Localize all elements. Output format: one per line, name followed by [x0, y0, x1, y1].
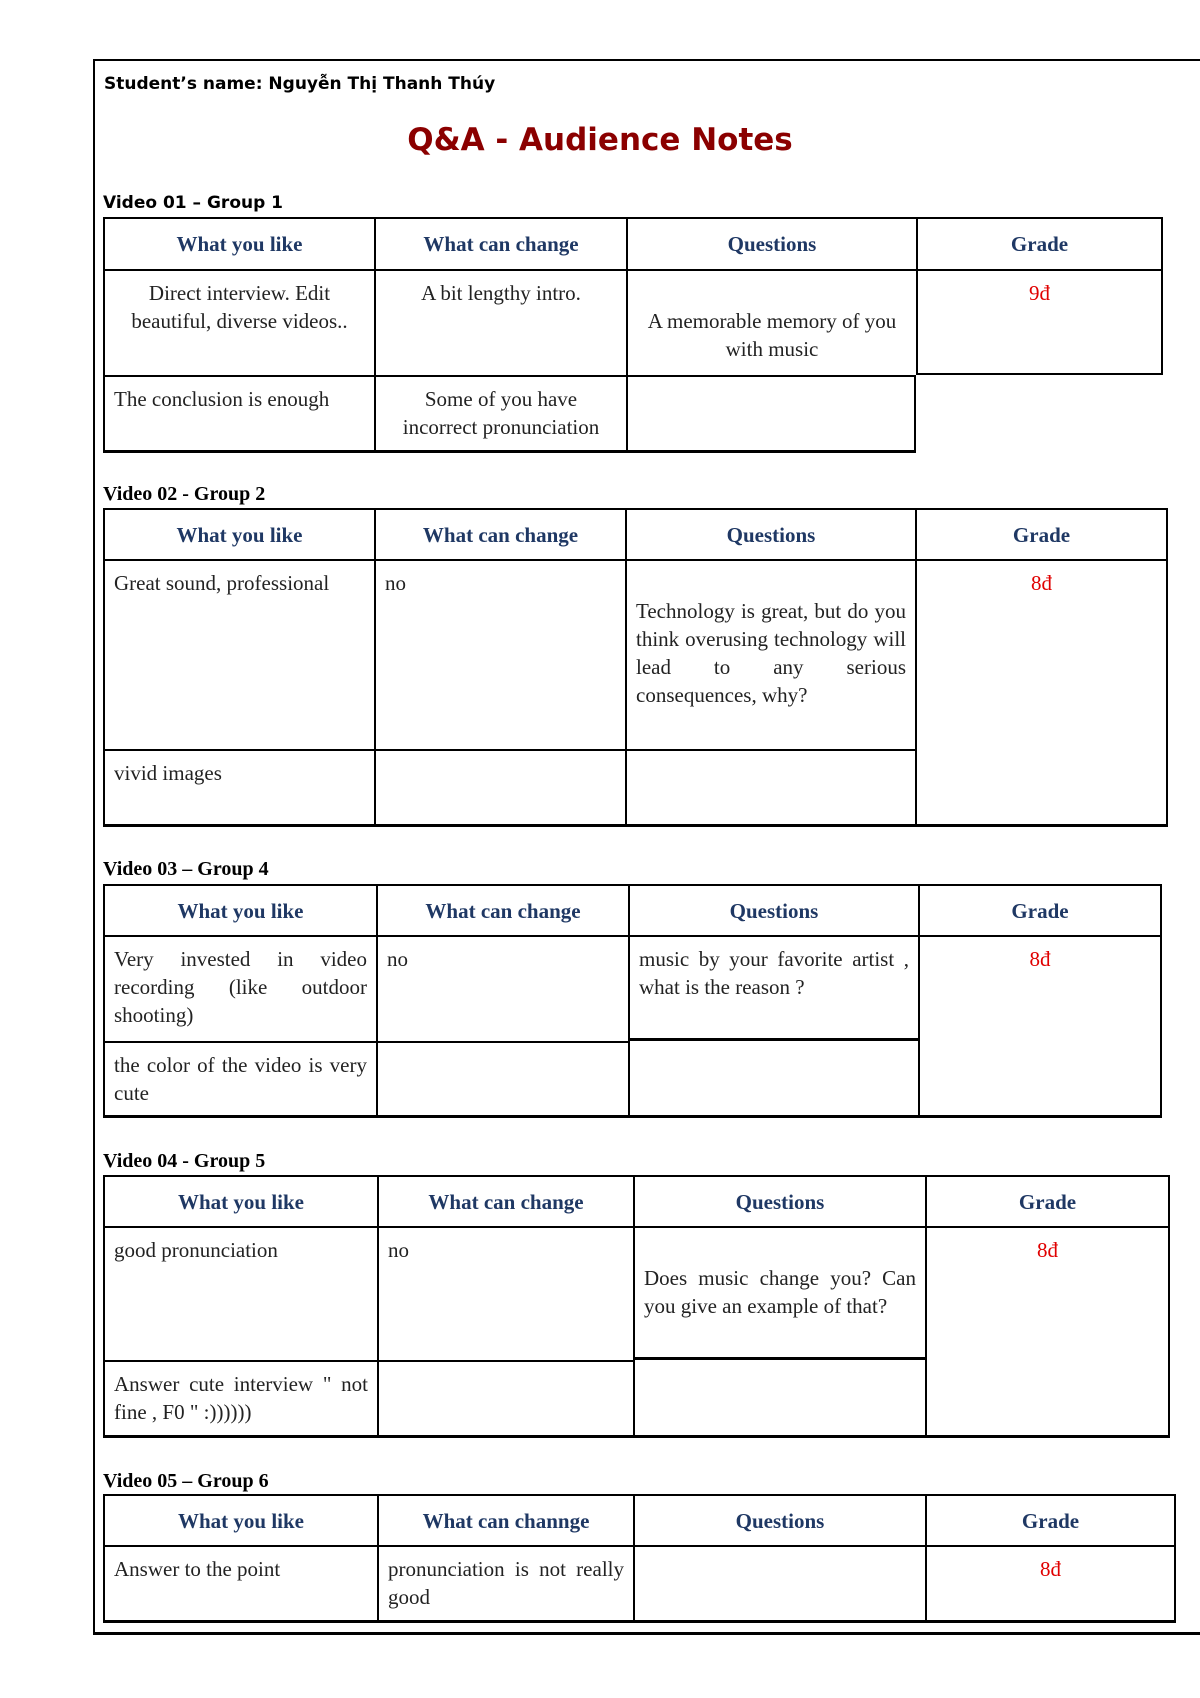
change-cell	[377, 1360, 633, 1438]
question-cell	[633, 1360, 925, 1438]
question-cell: Technology is great, but do you think overusing technology will lead to any serious consequences, why?	[625, 559, 915, 749]
like-cell: Direct interview. Edit beautiful, diverse videos..	[103, 269, 374, 375]
header-grade: Grade	[916, 217, 1163, 269]
like-cell: Very invested in video recording (like outdoor shooting)	[103, 935, 376, 1041]
video-03-table	[103, 884, 1162, 1118]
header-what-can-change: What can change	[374, 508, 625, 559]
header-what-can-change: What can change	[374, 217, 626, 269]
header-grade: Grade	[925, 1175, 1170, 1226]
question-cell	[626, 375, 916, 453]
header-questions: Questions	[633, 1175, 925, 1226]
video-01-table	[103, 217, 1163, 453]
header-grade: Grade	[925, 1494, 1176, 1545]
grade-value: 8đ	[915, 559, 1168, 827]
grade-value: 8đ	[925, 1226, 1170, 1438]
video-05-table	[103, 1494, 1176, 1623]
student-name: Student’s name: Nguyễn Thị Thanh Thúy	[104, 74, 496, 94]
header-grade: Grade	[918, 884, 1162, 935]
header-what-you-like: What you like	[103, 1175, 377, 1226]
header-questions: Questions	[626, 217, 916, 269]
video-02-table	[103, 508, 1168, 827]
video-04-label: Video 04 - Group 5	[103, 1150, 266, 1172]
header-what-you-like: What you like	[103, 1494, 377, 1545]
header-questions: Questions	[628, 884, 918, 935]
change-cell: no	[377, 1226, 633, 1360]
change-cell: no	[374, 559, 625, 749]
question-cell	[633, 1545, 925, 1623]
video-01-label: Video 01 – Group 1	[103, 193, 284, 213]
question-cell	[628, 1041, 918, 1118]
header-what-you-like: What you like	[103, 884, 376, 935]
like-cell: vivid images	[103, 749, 374, 827]
header-questions: Questions	[625, 508, 915, 559]
video-04-table	[103, 1175, 1170, 1438]
grade-value: 9đ	[916, 269, 1163, 375]
question-cell: Does music change you? Can you give an example of that?	[633, 1226, 925, 1360]
grade-value: 8đ	[918, 935, 1162, 1118]
change-cell: A bit lengthy intro.	[374, 269, 626, 375]
like-cell: Great sound, professional	[103, 559, 374, 749]
video-05-label: Video 05 – Group 6	[103, 1470, 269, 1492]
like-cell: the color of the video is very cute	[103, 1041, 376, 1118]
like-cell: Answer cute interview " not fine , F0 " :))))))	[103, 1360, 377, 1438]
header-grade: Grade	[915, 508, 1168, 559]
question-cell: A memorable memory of you with music	[626, 269, 916, 375]
header-what-you-like: What you like	[103, 508, 374, 559]
video-02-label: Video 02 - Group 2	[103, 483, 266, 505]
header-what-you-like: What you like	[103, 217, 374, 269]
like-cell: good pronunciation	[103, 1226, 377, 1360]
grade-value: 8đ	[925, 1545, 1176, 1623]
page-title: Q&A - Audience Notes	[407, 122, 793, 158]
change-cell: Some of you have incorrect pronunciation	[374, 375, 626, 453]
header-what-can-change: What can channge	[377, 1494, 633, 1545]
question-cell: music by your favorite artist , what is the reason ?	[628, 935, 918, 1041]
header-what-can-change: What can change	[376, 884, 628, 935]
change-cell	[374, 749, 625, 827]
change-cell: no	[376, 935, 628, 1041]
video-03-label: Video 03 – Group 4	[103, 858, 269, 880]
header-questions: Questions	[633, 1494, 925, 1545]
change-cell: pronunciation is not really good	[377, 1545, 633, 1623]
like-cell: The conclusion is enough	[103, 375, 374, 453]
like-cell: Answer to the point	[103, 1545, 377, 1623]
empty-space	[916, 375, 1163, 453]
header-what-can-change: What can change	[377, 1175, 633, 1226]
change-cell	[376, 1041, 628, 1118]
question-cell	[625, 749, 915, 827]
